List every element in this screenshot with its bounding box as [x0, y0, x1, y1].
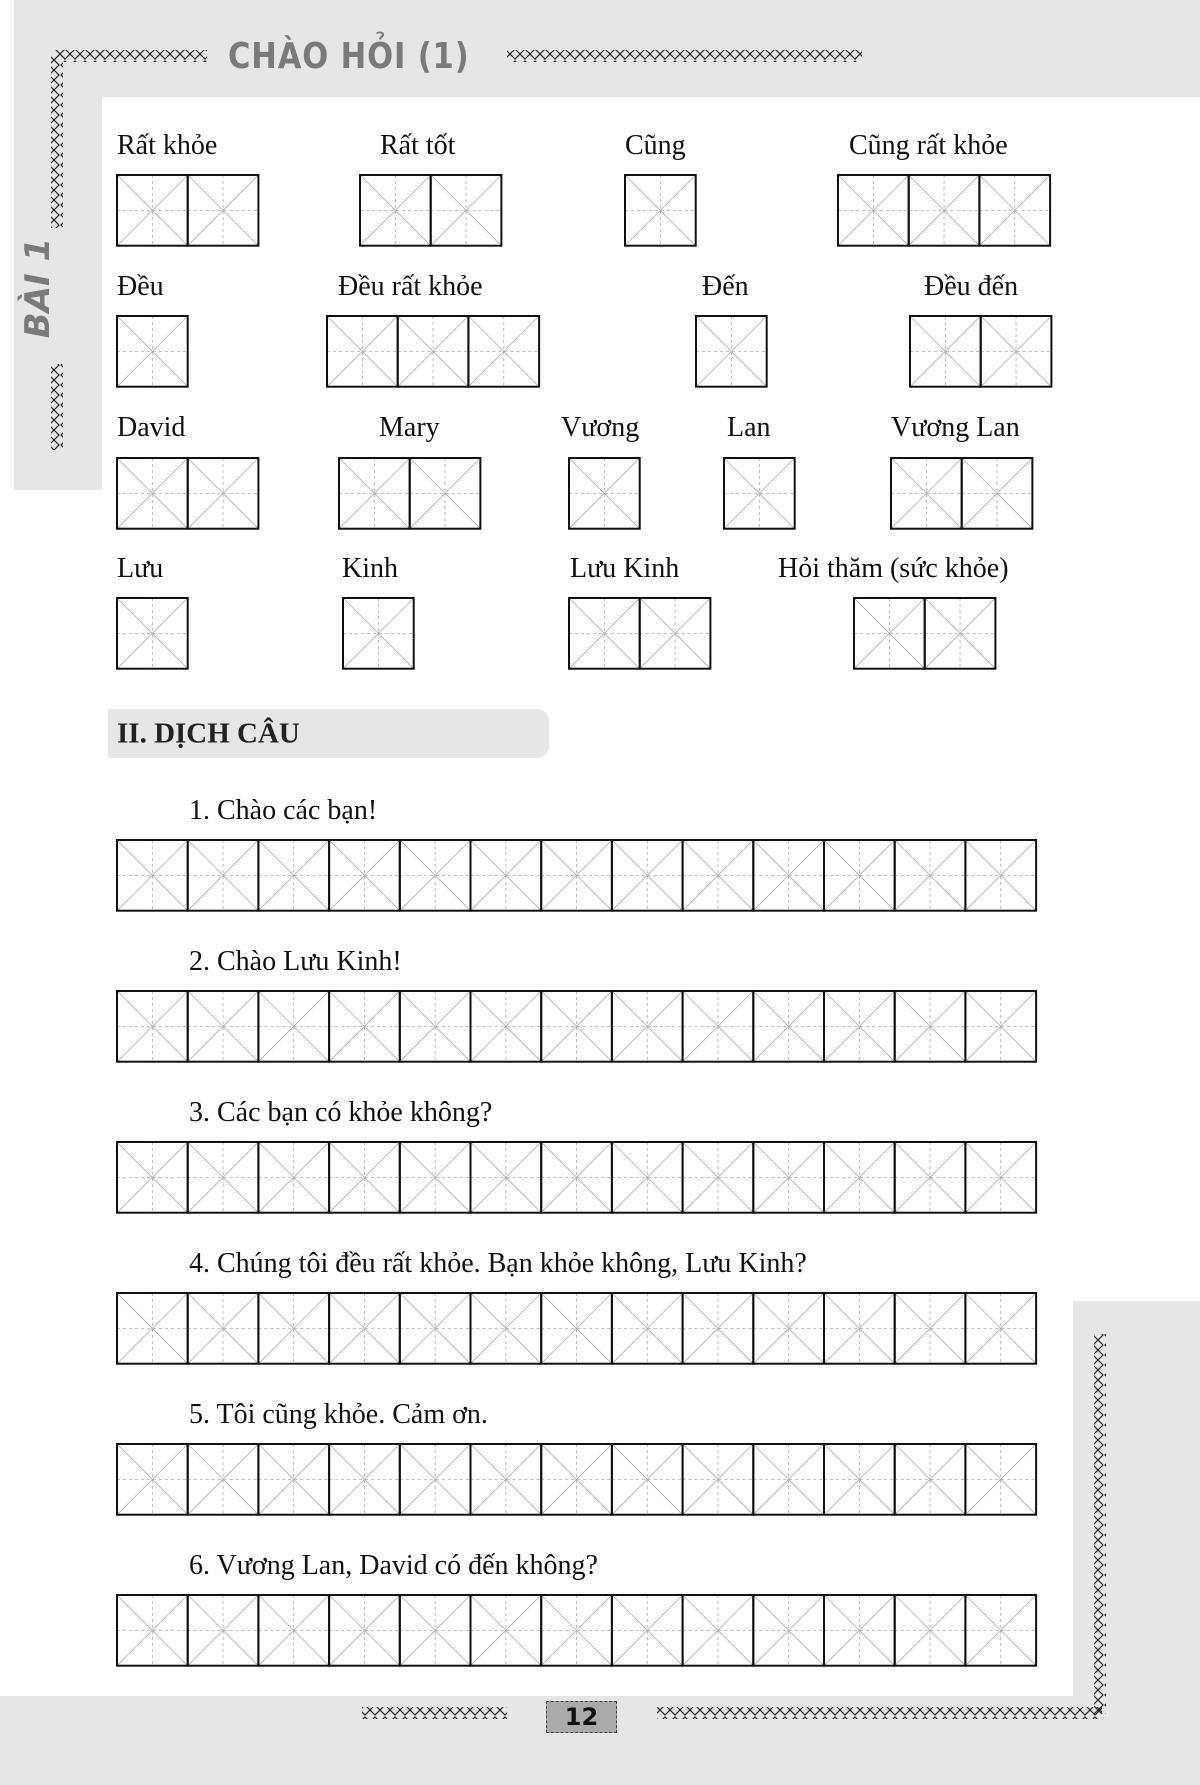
- lesson-title: CHÀO HỎI (1): [228, 36, 470, 77]
- vocab-writing-grid[interactable]: [836, 173, 1052, 248]
- sentence-writing-grid[interactable]: [115, 989, 1038, 1064]
- writing-cell[interactable]: [895, 840, 966, 911]
- writing-cell[interactable]: [683, 1142, 754, 1213]
- writing-cell[interactable]: [965, 1293, 1036, 1364]
- vocab-label: Đều đến: [924, 271, 1019, 302]
- writing-cell[interactable]: [117, 1142, 188, 1213]
- writing-cell[interactable]: [612, 1293, 683, 1364]
- writing-cell[interactable]: [824, 1293, 895, 1364]
- writing-cell[interactable]: [541, 1142, 612, 1213]
- sentence-prompt: 2. Chào Lưu Kinh!: [189, 946, 402, 977]
- vocab-writing-grid[interactable]: [889, 456, 1034, 531]
- writing-cell[interactable]: [965, 1142, 1036, 1213]
- writing-cell[interactable]: [683, 1293, 754, 1364]
- writing-cell[interactable]: [683, 1444, 754, 1515]
- writing-cell[interactable]: [895, 1293, 966, 1364]
- writing-cell[interactable]: [724, 458, 795, 529]
- sentence-writing-grid[interactable]: [115, 1593, 1038, 1668]
- writing-cell[interactable]: [909, 175, 980, 246]
- writing-cell[interactable]: [329, 1444, 400, 1515]
- writing-cell[interactable]: [838, 175, 909, 246]
- writing-cell[interactable]: [117, 1595, 188, 1666]
- vocab-writing-grid[interactable]: [341, 596, 416, 671]
- writing-cell[interactable]: [329, 840, 400, 911]
- writing-cell[interactable]: [891, 458, 962, 529]
- writing-cell[interactable]: [117, 1293, 188, 1364]
- writing-cell[interactable]: [400, 991, 471, 1062]
- writing-cell[interactable]: [824, 1142, 895, 1213]
- page-number: 12: [546, 1701, 617, 1733]
- writing-cell[interactable]: [925, 598, 996, 669]
- vocab-label: Lan: [727, 412, 771, 443]
- writing-cell[interactable]: [258, 1142, 329, 1213]
- vocab-label: David: [117, 412, 186, 443]
- writing-cell[interactable]: [962, 458, 1033, 529]
- writing-cell[interactable]: [612, 1595, 683, 1666]
- writing-cell[interactable]: [824, 991, 895, 1062]
- lesson-number-tab: BÀI 1: [18, 237, 58, 339]
- vocab-label: Lưu Kinh: [570, 553, 680, 584]
- writing-cell[interactable]: [683, 991, 754, 1062]
- writing-cell[interactable]: [258, 1595, 329, 1666]
- vocab-writing-grid[interactable]: [567, 456, 642, 531]
- writing-cell[interactable]: [753, 1142, 824, 1213]
- sentence-prompt: 6. Vương Lan, David có đến không?: [189, 1550, 598, 1581]
- writing-cell[interactable]: [541, 991, 612, 1062]
- writing-cell[interactable]: [981, 316, 1052, 387]
- writing-cell[interactable]: [329, 1142, 400, 1213]
- writing-cell[interactable]: [471, 1595, 542, 1666]
- writing-cell[interactable]: [188, 175, 259, 246]
- section-title: II. DỊCH CÂU: [117, 717, 300, 749]
- vocab-writing-grid[interactable]: [115, 596, 190, 671]
- writing-cell[interactable]: [965, 1595, 1036, 1666]
- writing-cell[interactable]: [117, 598, 188, 669]
- writing-cell[interactable]: [965, 991, 1036, 1062]
- vocab-label: Kinh: [342, 553, 398, 584]
- writing-cell[interactable]: [683, 840, 754, 911]
- vocab-writing-grid[interactable]: [115, 173, 260, 248]
- vocab-writing-grid[interactable]: [115, 314, 190, 389]
- writing-cell[interactable]: [188, 1595, 259, 1666]
- writing-cell[interactable]: [188, 458, 259, 529]
- writing-cell[interactable]: [979, 175, 1050, 246]
- writing-cell[interactable]: [117, 316, 188, 387]
- writing-cell[interactable]: [965, 840, 1036, 911]
- writing-cell[interactable]: [117, 840, 188, 911]
- writing-cell[interactable]: [471, 1142, 542, 1213]
- vocab-writing-grid[interactable]: [694, 314, 769, 389]
- writing-cell[interactable]: [400, 1142, 471, 1213]
- writing-cell[interactable]: [471, 991, 542, 1062]
- vocab-label: Hỏi thăm (sức khỏe): [778, 553, 1009, 584]
- writing-cell[interactable]: [625, 175, 696, 246]
- writing-cell[interactable]: [541, 1444, 612, 1515]
- writing-cell[interactable]: [329, 1293, 400, 1364]
- writing-cell[interactable]: [895, 1142, 966, 1213]
- writing-cell[interactable]: [258, 1444, 329, 1515]
- writing-cell[interactable]: [188, 991, 259, 1062]
- vocab-writing-grid[interactable]: [722, 456, 797, 531]
- vocab-writing-grid[interactable]: [337, 456, 482, 531]
- section-heading: [108, 709, 549, 758]
- writing-cell[interactable]: [471, 1444, 542, 1515]
- writing-cell[interactable]: [400, 1444, 471, 1515]
- writing-cell[interactable]: [895, 1595, 966, 1666]
- writing-cell[interactable]: [895, 1444, 966, 1515]
- writing-cell[interactable]: [258, 1293, 329, 1364]
- vocab-writing-grid[interactable]: [325, 314, 541, 389]
- writing-cell[interactable]: [258, 840, 329, 911]
- writing-cell[interactable]: [612, 991, 683, 1062]
- writing-cell[interactable]: [910, 316, 981, 387]
- writing-cell[interactable]: [541, 840, 612, 911]
- writing-cell[interactable]: [753, 991, 824, 1062]
- writing-cell[interactable]: [343, 598, 414, 669]
- writing-cell[interactable]: [329, 991, 400, 1062]
- writing-cell[interactable]: [569, 598, 640, 669]
- vocab-writing-grid[interactable]: [623, 173, 698, 248]
- writing-cell[interactable]: [854, 598, 925, 669]
- writing-cell[interactable]: [339, 458, 410, 529]
- writing-cell[interactable]: [471, 1293, 542, 1364]
- writing-cell[interactable]: [824, 840, 895, 911]
- writing-cell[interactable]: [400, 1595, 471, 1666]
- vocab-label: Rất khỏe: [117, 130, 218, 161]
- vocab-writing-grid[interactable]: [852, 596, 997, 671]
- writing-cell[interactable]: [117, 458, 188, 529]
- writing-cell[interactable]: [541, 1293, 612, 1364]
- writing-cell[interactable]: [824, 1444, 895, 1515]
- writing-cell[interactable]: [431, 175, 502, 246]
- sentence-writing-grid[interactable]: [115, 1442, 1038, 1517]
- writing-cell[interactable]: [569, 458, 640, 529]
- writing-cell[interactable]: [640, 598, 711, 669]
- vocab-label: Cũng rất khỏe: [849, 130, 1008, 161]
- vocab-label: Đều: [117, 271, 164, 302]
- vocab-writing-grid[interactable]: [567, 596, 712, 671]
- writing-cell[interactable]: [188, 840, 259, 911]
- writing-cell[interactable]: [117, 991, 188, 1062]
- vocab-label: Lưu: [117, 553, 164, 584]
- vocab-label: Cũng: [625, 130, 686, 161]
- writing-cell[interactable]: [753, 1595, 824, 1666]
- sentence-prompt: 1. Chào các bạn!: [189, 795, 378, 826]
- writing-cell[interactable]: [188, 1444, 259, 1515]
- sentence-writing-grid[interactable]: [115, 838, 1038, 913]
- writing-cell[interactable]: [117, 1444, 188, 1515]
- writing-cell[interactable]: [683, 1595, 754, 1666]
- vocab-writing-grid[interactable]: [358, 173, 503, 248]
- writing-cell[interactable]: [612, 1142, 683, 1213]
- sentence-writing-grid[interactable]: [115, 1140, 1038, 1215]
- writing-cell[interactable]: [471, 840, 542, 911]
- writing-cell[interactable]: [400, 1293, 471, 1364]
- vocab-label: Đều rất khỏe: [338, 271, 483, 302]
- sentence-prompt: 3. Các bạn có khỏe không?: [189, 1097, 493, 1128]
- writing-cell[interactable]: [188, 1293, 259, 1364]
- vocab-label: Vương: [561, 412, 640, 443]
- writing-cell[interactable]: [329, 1595, 400, 1666]
- writing-cell[interactable]: [117, 175, 188, 246]
- vocab-label: Vương Lan: [891, 412, 1020, 443]
- writing-cell[interactable]: [327, 316, 398, 387]
- writing-cell[interactable]: [696, 316, 767, 387]
- vocab-label: Rất tốt: [380, 130, 456, 161]
- writing-cell[interactable]: [612, 1444, 683, 1515]
- writing-cell[interactable]: [258, 991, 329, 1062]
- writing-cell[interactable]: [188, 1142, 259, 1213]
- writing-cell[interactable]: [965, 1444, 1036, 1515]
- writing-cell[interactable]: [398, 316, 469, 387]
- writing-cell[interactable]: [753, 1293, 824, 1364]
- sentence-prompt: 4. Chúng tôi đều rất khỏe. Bạn khỏe không, Lưu Kinh?: [189, 1248, 807, 1279]
- writing-cell[interactable]: [895, 991, 966, 1062]
- writing-cell[interactable]: [410, 458, 481, 529]
- writing-cell[interactable]: [400, 840, 471, 911]
- vocab-label: Đến: [702, 271, 749, 302]
- writing-cell[interactable]: [753, 1444, 824, 1515]
- writing-cell[interactable]: [824, 1595, 895, 1666]
- vocab-writing-grid[interactable]: [908, 314, 1053, 389]
- writing-cell[interactable]: [468, 316, 539, 387]
- writing-cell[interactable]: [541, 1595, 612, 1666]
- vocab-label: Mary: [379, 412, 440, 443]
- sentence-prompt: 5. Tôi cũng khỏe. Cảm ơn.: [189, 1399, 488, 1430]
- sentence-writing-grid[interactable]: [115, 1291, 1038, 1366]
- writing-cell[interactable]: [360, 175, 431, 246]
- writing-cell[interactable]: [753, 840, 824, 911]
- vocab-writing-grid[interactable]: [115, 456, 260, 531]
- writing-cell[interactable]: [612, 840, 683, 911]
